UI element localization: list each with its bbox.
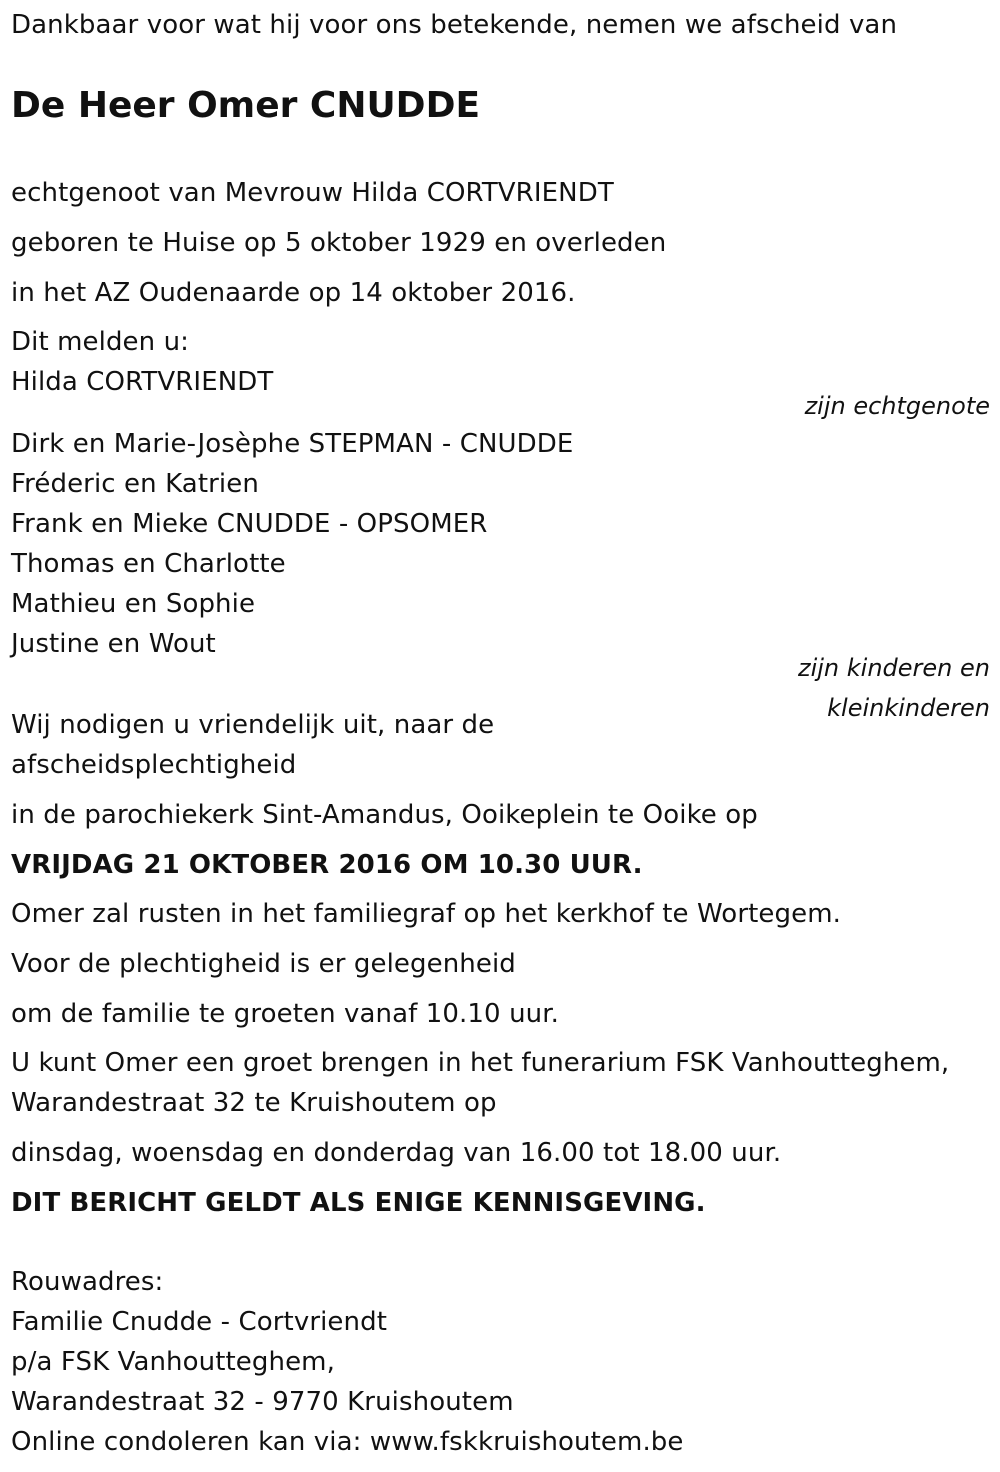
children-role-line-2: kleinkinderen [827, 694, 990, 722]
child-name-4: Thomas en Charlotte [11, 549, 286, 579]
address-line-2: p/a FSK Vanhoutteghem, [11, 1347, 335, 1377]
visit-line-3: dinsdag, woensdag en donderdag van 16.00 tot 18.00 uur. [11, 1138, 782, 1168]
detail-spouse-line: echtgenoot van Mevrouw Hilda CORTVRIENDT [11, 178, 614, 208]
ceremony-location: in de parochiekerk Sint-Amandus, Ooikeplein te Ooike op [11, 800, 758, 830]
child-name-3: Frank en Mieke CNUDDE - OPSOMER [11, 509, 488, 539]
greeting-line-1: Voor de plechtigheid is er gelegenheid [11, 949, 516, 979]
burial-line: Omer zal rusten in het familiegraf op het kerkhof te Wortegem. [11, 899, 841, 929]
spouse-name: Hilda CORTVRIENDT [11, 367, 274, 397]
announce-label: Dit melden u: [11, 327, 190, 357]
invite-line-2: afscheidsplechtigheid [11, 750, 297, 780]
notice-line: DIT BERICHT GELDT ALS ENIGE KENNISGEVING. [11, 1188, 706, 1218]
invite-line-1: Wij nodigen u vriendelijk uit, naar de [11, 710, 495, 740]
greeting-line-2: om de familie te groeten vanaf 10.10 uur. [11, 999, 559, 1029]
visit-line-1: U kunt Omer een groet brengen in het funerarium FSK Vanhoutteghem, [11, 1048, 950, 1078]
condolence-link[interactable]: Online condoleren kan via: www.fskkruishoutem.be [11, 1427, 684, 1457]
child-name-1: Dirk en Marie-Josèphe STEPMAN - CNUDDE [11, 429, 574, 459]
spouse-role: zijn echtgenote [804, 392, 990, 420]
child-name-5: Mathieu en Sophie [11, 589, 256, 619]
detail-born-line: geboren te Huise op 5 oktober 1929 en overleden [11, 228, 667, 258]
children-role [798, 648, 990, 728]
children-role-line-1: zijn kinderen en [798, 654, 990, 682]
visit-line-2: Warandestraat 32 te Kruishoutem op [11, 1088, 497, 1118]
child-name-6: Justine en Wout [11, 629, 216, 659]
ceremony-datetime: VRIJDAG 21 OKTOBER 2016 OM 10.30 UUR. [11, 850, 643, 880]
address-line-3: Warandestraat 32 - 9770 Kruishoutem [11, 1387, 514, 1417]
address-label: Rouwadres: [11, 1267, 164, 1297]
address-line-1: Familie Cnudde - Cortvriendt [11, 1307, 388, 1337]
intro-text: Dankbaar voor wat hij voor ons betekende, nemen we afscheid van [11, 10, 898, 40]
detail-died-line: in het AZ Oudenaarde op 14 oktober 2016. [11, 278, 576, 308]
child-name-2: Fréderic en Katrien [11, 469, 259, 499]
deceased-name-heading: De Heer Omer CNUDDE [11, 85, 481, 126]
